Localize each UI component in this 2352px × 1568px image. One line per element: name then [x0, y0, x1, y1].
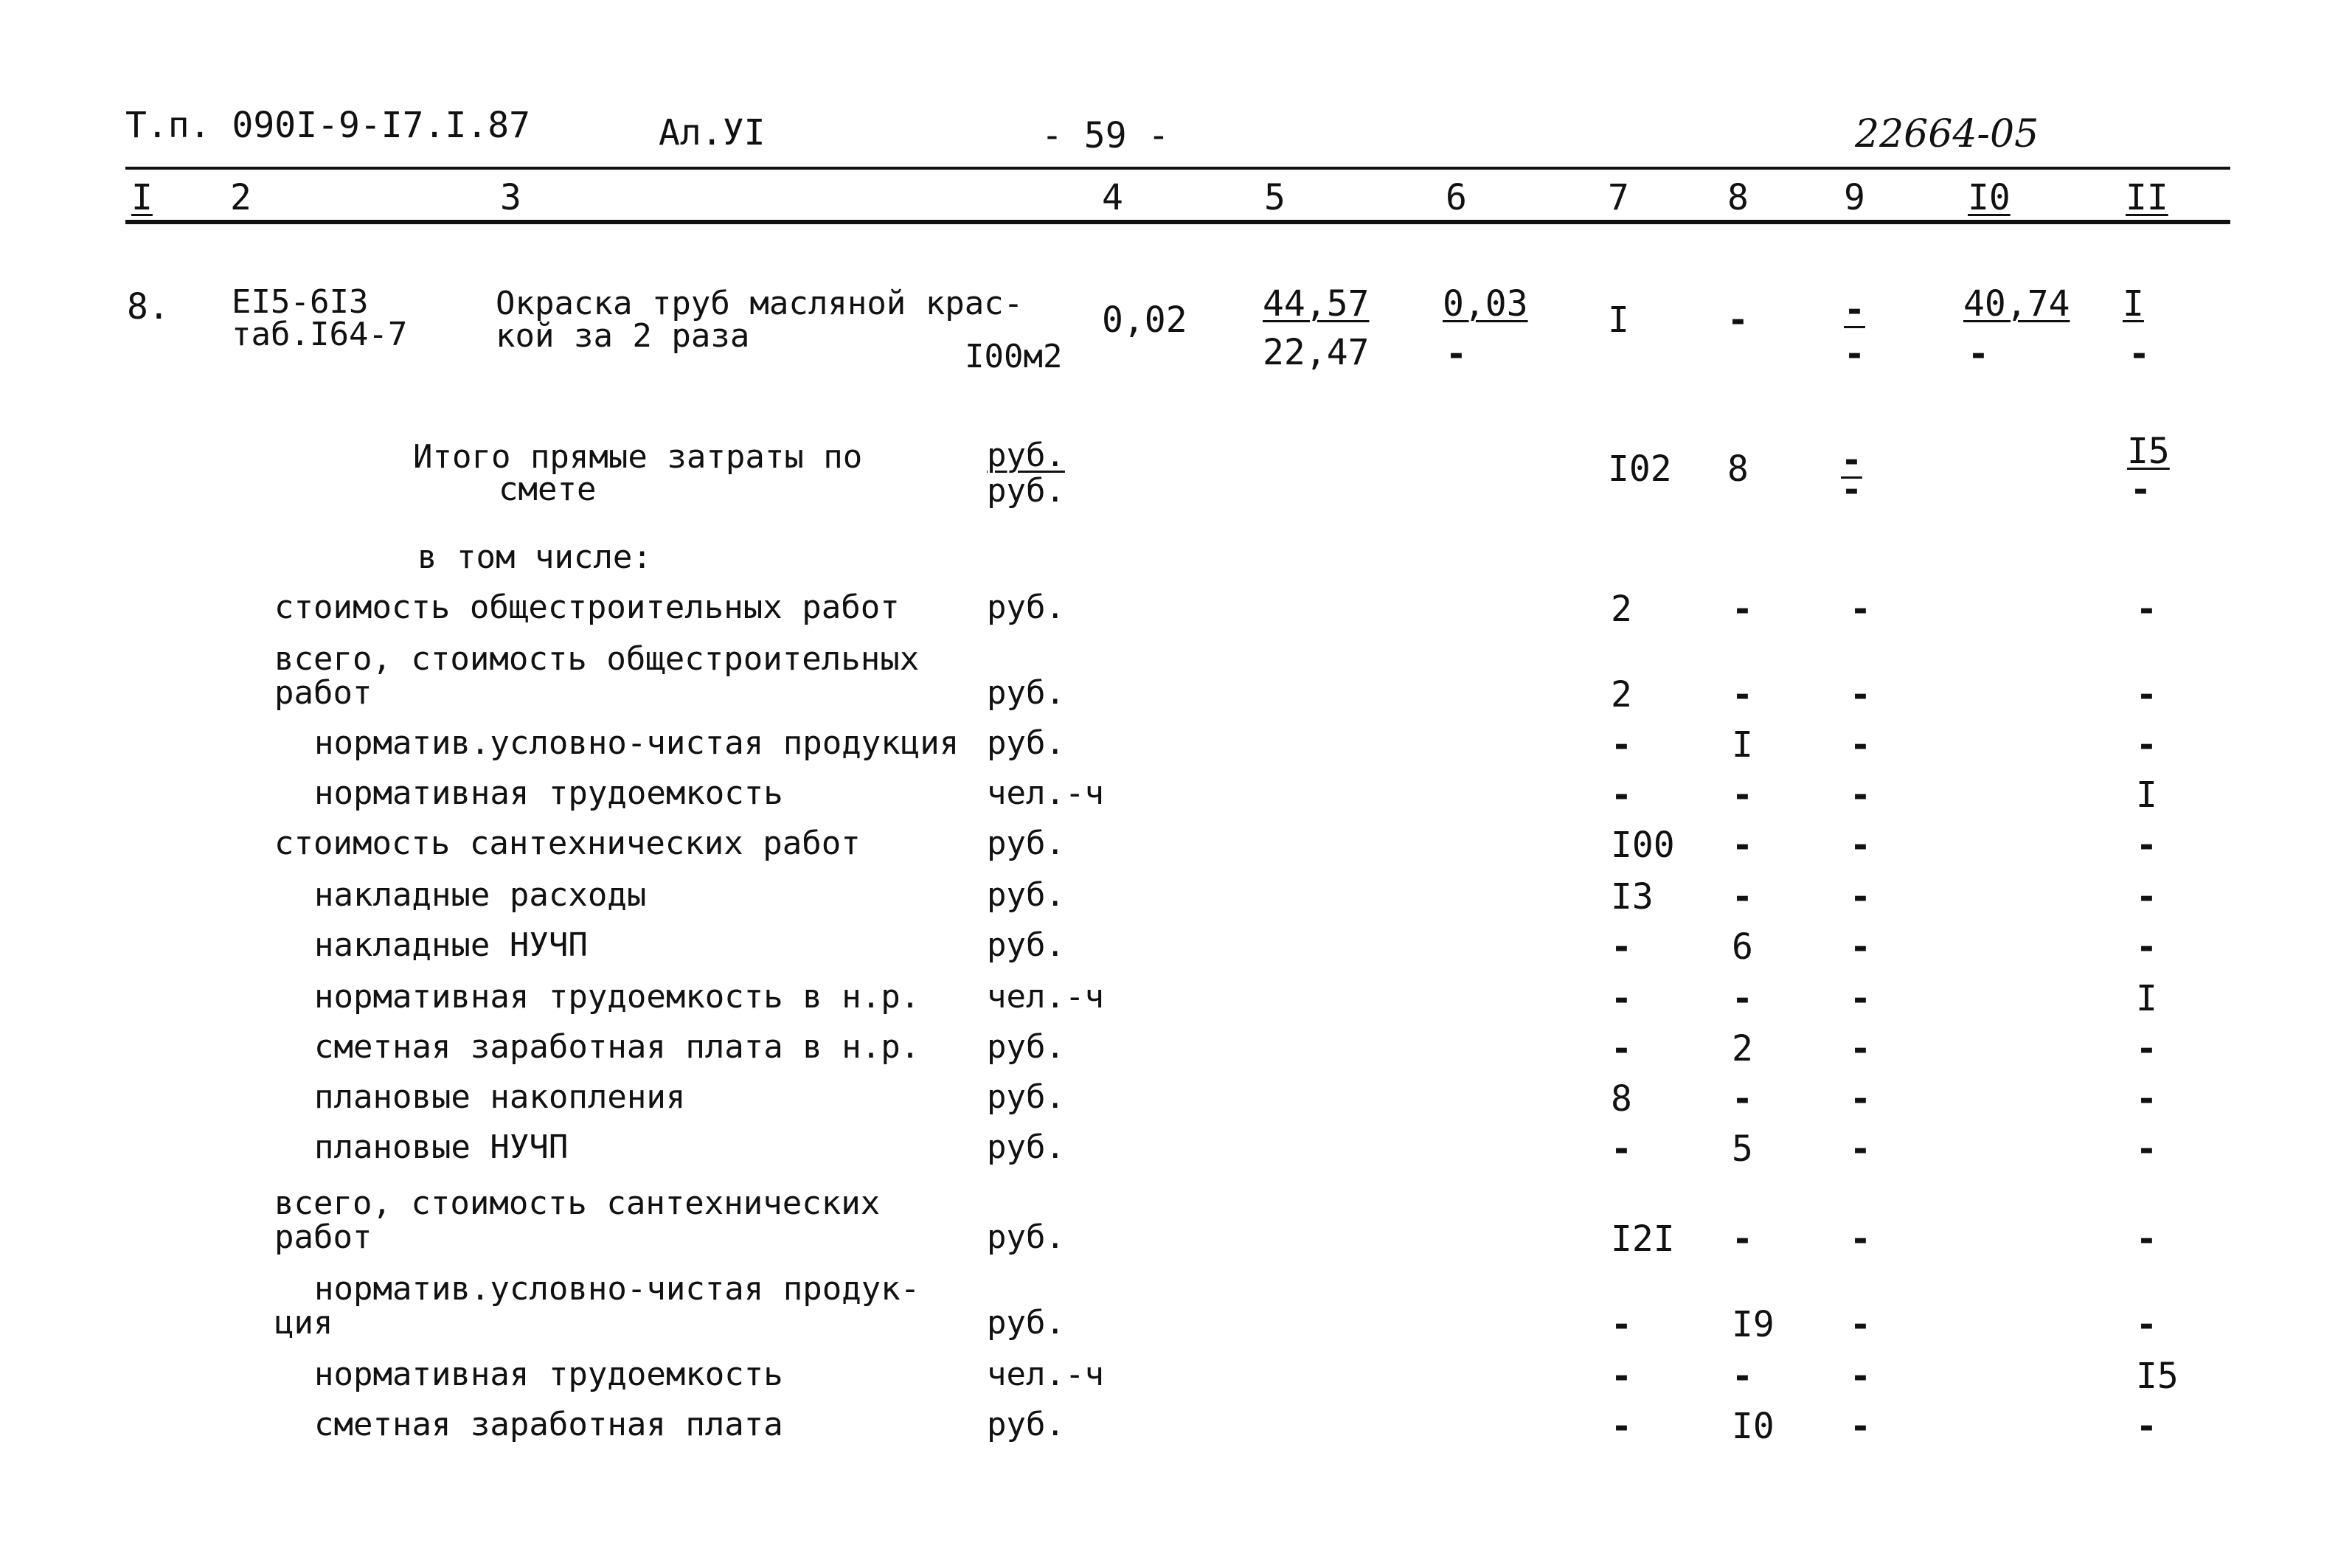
page-number: - 59 - [1041, 115, 1170, 156]
row-col11: - [2136, 1304, 2157, 1345]
row-col9: - [1850, 1128, 1871, 1170]
row-col9: - [1850, 1304, 1871, 1345]
row-unit: руб. [987, 724, 1065, 762]
row-col9: - [1850, 876, 1871, 917]
row-col11: - [2136, 674, 2157, 715]
row-col7: I3 [1611, 876, 1654, 917]
row-col11: I [2136, 774, 2157, 816]
item-col5-bottom: 22,47 [1263, 332, 1370, 373]
row-col7: - [1611, 978, 1632, 1019]
row-col8: 5 [1732, 1128, 1753, 1170]
row-col11: - [2136, 926, 2157, 968]
total-col9-bottom: - [1841, 469, 1862, 510]
col-header-6: 6 [1446, 177, 1467, 218]
row-label-line2: работ [274, 1218, 372, 1256]
row-unit: руб. [987, 1304, 1065, 1342]
row-col9: - [1850, 674, 1871, 715]
row-col8: I9 [1732, 1304, 1775, 1345]
doc-reference: Т.п. 090I-9-I7.I.87 [125, 105, 531, 146]
item-col11-top: I [2123, 283, 2144, 325]
row-col11: - [2136, 589, 2157, 630]
total-label-line2: смете [499, 471, 597, 508]
album-number: Ал.УI [659, 112, 766, 153]
row-col9: - [1850, 589, 1871, 630]
row-label: норматив.условно-чистая продукция [314, 724, 960, 762]
row-col9: - [1850, 1028, 1871, 1069]
col-header-7: 7 [1608, 177, 1629, 218]
row-col11: - [2136, 1078, 2157, 1120]
row-col8: I0 [1732, 1406, 1775, 1447]
col-header-2: 2 [230, 177, 251, 218]
row-col11: - [2136, 825, 2157, 866]
row-col7: - [1611, 1028, 1632, 1069]
row-col7: 2 [1611, 589, 1632, 630]
row-label: сметная заработная плата [314, 1406, 783, 1443]
item-col9-top: - [1844, 289, 1865, 330]
row-col8: - [1732, 1356, 1753, 1397]
item-col8: - [1727, 299, 1749, 341]
item-col10-top: 40,74 [1963, 283, 2070, 325]
item-unit: I00м2 [965, 338, 1063, 375]
col-header-1: I [131, 177, 153, 218]
row-unit: руб. [987, 926, 1065, 964]
item-col11-bottom: - [2129, 333, 2150, 375]
item-col5-top: 44,57 [1263, 283, 1370, 325]
header-bottom-rule [125, 220, 2230, 224]
row-col8: - [1732, 876, 1753, 917]
row-col11: - [2136, 876, 2157, 917]
row-unit: руб. [987, 674, 1065, 712]
row-col9: - [1850, 1218, 1871, 1260]
row-label-line2: работ [274, 674, 372, 712]
row-col9: - [1850, 825, 1871, 866]
row-col9: - [1850, 1356, 1871, 1397]
row-col7: I00 [1611, 825, 1675, 866]
row-col9: - [1850, 926, 1871, 968]
handwritten-number: 22664-05 [1855, 112, 2039, 156]
row-unit: руб. [987, 1406, 1065, 1443]
item-col9-bottom: - [1844, 333, 1865, 375]
top-rule [125, 167, 2230, 170]
row-col7: I2I [1611, 1218, 1675, 1260]
row-unit: руб. [987, 1078, 1065, 1116]
item-col10-bottom: - [1968, 333, 1989, 375]
row-label-line2: ция [274, 1304, 333, 1342]
row-col8: - [1732, 774, 1753, 816]
item-table-ref: таб.I64-7 [232, 316, 408, 353]
row-unit: чел.-ч [987, 1356, 1104, 1393]
row-col7: - [1611, 1304, 1632, 1345]
total-col11-bottom: - [2130, 469, 2151, 510]
row-col7: - [1611, 774, 1632, 816]
row-col8: - [1732, 589, 1753, 630]
col-header-5: 5 [1264, 177, 1286, 218]
row-col8: - [1732, 1218, 1753, 1260]
row-col8: 6 [1732, 926, 1753, 968]
row-col7: 2 [1611, 674, 1632, 715]
col-header-11: II [2126, 177, 2168, 218]
row-col8: - [1732, 978, 1753, 1019]
row-col11: I [2136, 978, 2157, 1019]
row-col8: 2 [1732, 1028, 1753, 1069]
row-col7: - [1611, 1128, 1632, 1170]
total-col11-top: I5 [2127, 431, 2170, 472]
row-col7: - [1611, 926, 1632, 968]
item-code: EI5-6I3 [232, 283, 369, 321]
row-label: всего, стоимость общестроительных [274, 640, 920, 678]
including-label: в том числе: [417, 538, 652, 576]
item-col7: I [1608, 299, 1629, 341]
row-label: сметная заработная плата в н.р. [314, 1028, 920, 1066]
total-col8: 8 [1727, 448, 1749, 490]
row-label: стоимость сантехнических работ [274, 825, 861, 862]
col-header-10: I0 [1968, 177, 2011, 218]
row-col8: - [1732, 674, 1753, 715]
row-label: стоимость общестроительных работ [274, 589, 900, 626]
row-label: плановые НУЧП [314, 1128, 569, 1166]
row-label: плановые накопления [314, 1078, 686, 1116]
row-col9: - [1850, 774, 1871, 816]
row-col9: - [1850, 978, 1871, 1019]
row-label: нормативная трудоемкость в н.р. [314, 978, 920, 1016]
row-label: нормативная трудоемкость [314, 1356, 783, 1393]
row-label: накладные расходы [314, 876, 647, 914]
row-col9: - [1850, 1078, 1871, 1120]
row-unit: руб. [987, 1218, 1065, 1256]
item-name-line2: кой за 2 раза [496, 317, 750, 355]
row-unit: руб. [987, 876, 1065, 914]
item-col6-bottom: - [1446, 333, 1467, 375]
row-col11: - [2136, 1028, 2157, 1069]
row-col8: I [1732, 724, 1753, 766]
row-col9: - [1850, 1406, 1871, 1447]
row-col11: I5 [2136, 1356, 2179, 1397]
row-col7: - [1611, 724, 1632, 766]
row-unit: руб. [987, 825, 1065, 862]
item-number: 8. [127, 286, 170, 327]
row-unit: руб. [987, 1028, 1065, 1066]
row-unit: чел.-ч [987, 978, 1104, 1016]
row-unit: руб. [987, 1128, 1065, 1166]
total-unit-top: руб. [987, 437, 1065, 474]
row-col7: 8 [1611, 1078, 1632, 1120]
item-col6-top: 0,03 [1443, 283, 1528, 325]
row-col11: - [2136, 1406, 2157, 1447]
col-header-4: 4 [1102, 177, 1123, 218]
item-name-line1: Окраска труб масляной крас- [496, 285, 1024, 322]
row-col7: - [1611, 1406, 1632, 1447]
total-col7: I02 [1608, 448, 1672, 490]
row-col8: - [1732, 825, 1753, 866]
row-col7: - [1611, 1356, 1632, 1397]
row-col9: - [1850, 724, 1871, 766]
row-col8: - [1732, 1078, 1753, 1120]
row-unit: чел.-ч [987, 774, 1104, 812]
total-col9-top: - [1841, 440, 1862, 481]
row-label: нормативная трудоемкость [314, 774, 783, 812]
col-header-3: 3 [500, 177, 521, 218]
row-unit: руб. [987, 589, 1065, 626]
total-label-line1: Итого прямые затраты по [413, 438, 863, 476]
total-unit-bottom: руб. [987, 472, 1065, 510]
row-label: накладные НУЧП [314, 926, 588, 964]
col-header-8: 8 [1727, 177, 1749, 218]
row-col11: - [2136, 1218, 2157, 1260]
row-label: всего, стоимость сантехнических [274, 1184, 881, 1222]
row-col11: - [2136, 1128, 2157, 1170]
row-col11: - [2136, 724, 2157, 766]
row-label: норматив.условно-чистая продук- [314, 1270, 920, 1308]
col-header-9: 9 [1844, 177, 1865, 218]
item-quantity: 0,02 [1102, 299, 1187, 341]
